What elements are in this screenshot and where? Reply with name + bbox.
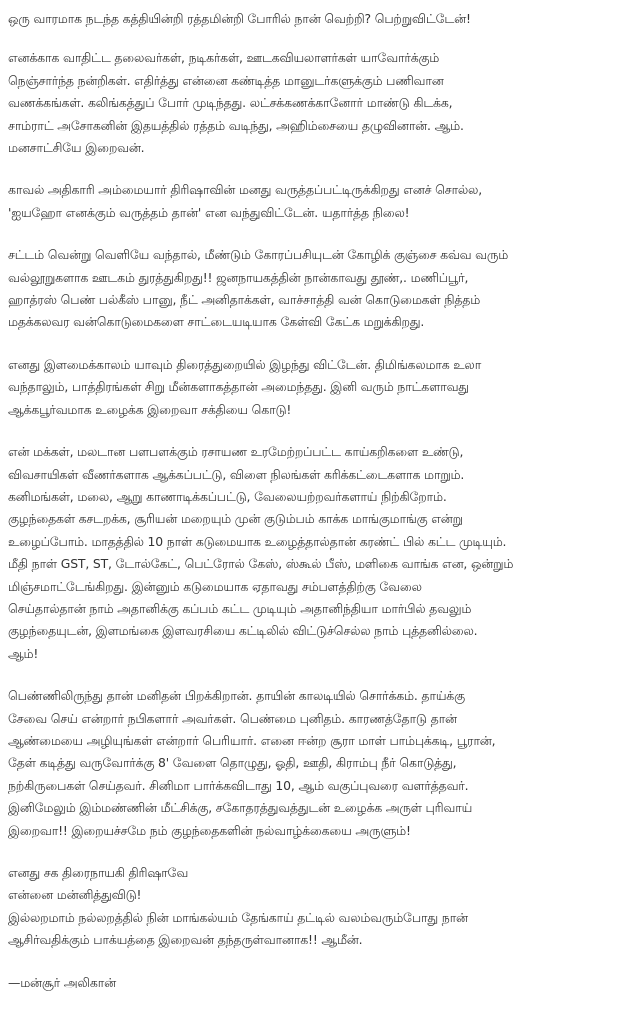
text-line: 'ஐயஹோ எனக்கும் வருத்தம் தான்' என வந்துவிட்டேன். யதார்த்த நிலை! (8, 204, 410, 220)
text-line: இறைவா!! இறையச்சமே நம் குழந்தைகளின் நல்வாழ்க்கையை அருளும்! (8, 822, 411, 838)
text-line: ஆசிர்வதிக்கும் பாக்யத்தை இறைவன் தந்தருள்வானாக!! ஆமீன். (8, 932, 363, 948)
text-line: என் மக்கள், மலடான பளபளக்கும் ரசாயண உரமேற்றப்பட்ட காய்கறிகளை உண்டு, (8, 444, 464, 460)
text-line: செய்தால்தான் நாம் அதானிக்கு கப்பம் கட்ட முடியும் அதானிந்தியா மார்பில் தவலும் (8, 600, 472, 616)
text-line: என்னை மன்னித்துவிடு! (8, 887, 142, 903)
paragraph (8, 179, 620, 224)
paragraph (8, 441, 620, 665)
text-line: ஆக்கபூர்வமாக உழைக்க இறைவா சக்தியை கொடு! (8, 401, 292, 417)
paragraph (8, 862, 620, 952)
text-line: கனிமங்கள், மலை, ஆறு காணாடிக்கப்பட்டு, வேலையற்றவர்களாய் நிற்கிறோம். (8, 488, 447, 504)
text-line: உழைப்போம். மாதத்தில் 10 நாள் கடுமையாக உழைத்தால்தான் கரண்ட் பில் கட்ட முடியும். (8, 533, 507, 549)
text-line: விவசாயிகள் வீணர்களாக ஆக்கப்பட்டு, விளை நிலங்கள் கரிக்கட்டைகளாக மாறும். (8, 466, 465, 482)
text-line: சேவை செய் என்றார் நபிகளார் அவர்கள். பெண்மை புனிதம். காரணத்தோடு தான் (8, 710, 457, 726)
statement-document (8, 8, 620, 1014)
text-line: நற்கிருபைகள் செய்தவர். சினிமா பார்க்கவிடாது 10, ஆம் வகுப்புவரை வளர்த்தவர். (8, 777, 469, 793)
text-line: நெஞ்சார்ந்த நன்றிகள். எதிர்த்து என்னை கண்டித்த மானுடர்களுக்கும் பணிவான (8, 72, 444, 88)
text-line: காவல் அதிகாரி அம்மையார் திரிஷாவின் மனது வருத்தப்பட்டிருக்கிறது எனச் சொல்ல, (8, 182, 482, 198)
paragraph (8, 244, 620, 334)
text-line: எனது இளமைக்காலம் யாவும் திரைத்துறையில் இழந்து விட்டேன். திமிங்கலமாக உலா (8, 356, 482, 372)
text-line: எனது சக திரைநாயகி திரிஷாவே (8, 865, 189, 880)
text-line: இனிமேலும் இம்மண்ணின் மீட்சிக்கு, சகோதரத்துவத்துடன் உழைக்க அருள் புரிவாய் (8, 800, 473, 816)
text-line: குழந்தைகள் கசடறக்க, சூரியன் மறையும் முன் குடும்பம் காக்க மாங்குமாங்கு என்று (8, 511, 463, 527)
text-line: சட்டம் வென்று வெளியே வந்தால், மீண்டும் கோரப்பசியுடன் கோழிக் குஞ்சை கவ்வ வரும் (8, 247, 509, 263)
headline: ஒரு வாரமாக நடந்த கத்தியின்றி ரத்தமின்றி போரில் நான் வெற்றி? பெற்றுவிட்டேன்! (8, 11, 471, 26)
paragraph (8, 354, 620, 421)
text-line: குழந்தையுடன், இளமங்கை இளவரசியை கட்டிலில் விட்டுச்செல்ல நாம் புத்தனில்லை. (8, 623, 478, 639)
text-line: வணக்கங்கள். கலிங்கத்துப் போர் முடிந்தது. லட்சக்கணக்கானோர் மாண்டு கிடக்க, (8, 95, 453, 111)
paragraph (8, 47, 620, 159)
paragraphs (8, 47, 620, 951)
paragraph (8, 685, 620, 842)
text-line: மனசாட்சியே இறைவன். (8, 140, 145, 156)
signature: —மன்சூர் அலிகான் (8, 974, 116, 990)
text-line: எனக்காக வாதிட்ட தலைவர்கள், நடிகர்கள், ஊடகவியலாளர்கள் யாவோர்க்கும் (8, 50, 440, 66)
text-line: வல்லூறுகளாக ஊடகம் துரத்துகிறது!! ஜனநாயகத்தின் நான்காவது தூண்,. மணிப்பூர், (8, 269, 469, 285)
text-line: ஆண்மையை அழியுங்கள் என்றார் பெரியார். எனை ஈன்ற சூரா மாள் பாம்புக்கடி, பூரான், (8, 732, 496, 748)
text-line: இல்லறமாம் நல்லறத்தில் நின் மாங்கல்யம் தேங்காய் தட்டில் வலம்வரும்போது நான் (8, 909, 468, 925)
text-line: ஆம்! (8, 645, 39, 661)
text-line: மிஞ்சமாட்டேங்கிறது. இன்னும் கடுமையாக ஏதாவது சம்பளத்திற்கு வேலை (8, 578, 422, 594)
text-line: மதக்கலவர வன்கொடுமைகளை சாட்டையடியாக கேள்வி கேட்க மறுக்கிறது. (8, 314, 425, 330)
text-line: சாம்ராட் அசோகனின் இதயத்தில் ரத்தம் வடிந்து, அஹிம்சையை தழுவினான். ஆம். (8, 117, 464, 133)
text-line: மீதி நாள் GST, ST, டோல்கேட், பெட்ரோல் கேஸ், ஸ்கூல் பீஸ், மளிகை வாங்க என, ஒன்றும் (8, 556, 514, 572)
text-line: பெண்ணிலிருந்து தான் மனிதன் பிறக்கிறான். தாயின் காலடியில் சொர்க்கம். தாய்க்கு (8, 688, 465, 704)
text-line: தேள் கடித்து வருவோர்க்கு 8' வேளை தொழுது, ஓதி, ஊதி, கிராம்பு நீர் கொடுத்து, (8, 755, 457, 771)
text-line: ஹாத்ரஸ் பெண் பல்கீஸ் பானு, நீட் அனிதாக்கள், வாச்சாத்தி வன் கொடுமைகள் நித்தம் (8, 292, 481, 308)
text-line: வந்தாலும், பாத்திரங்கள் சிறு மீன்களாகத்தான் அமைந்தது. இனி வரும் நாட்களாவது (8, 379, 469, 395)
